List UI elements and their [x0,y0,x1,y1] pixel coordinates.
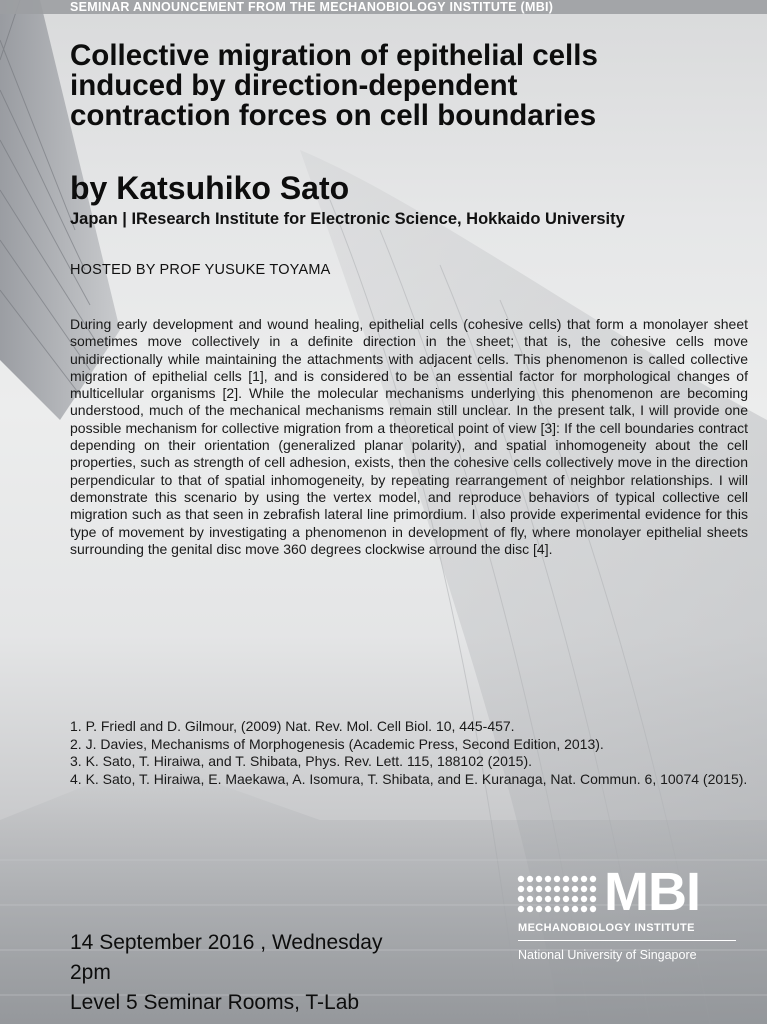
logo-subtitle: MECHANOBIOLOGY INSTITUTE [518,922,695,934]
event-date: 14 September 2016 , Wednesday [70,931,383,954]
host-line: HOSTED BY PROF YUSUKE TOYAMA [70,262,331,278]
mbi-logo [516,862,738,972]
dot-grid-icon [516,874,598,914]
reference-item: 4. K. Sato, T. Hiraiwa, E. Maekawa, A. Isomura, T. Shibata, and E. Kuranaga, Nat. Commun. 6, 10074 (2015). [70,770,748,787]
announcement-header: SEMINAR ANNOUNCEMENT FROM THE MECHANOBIOLOGY INSTITUTE (MBI) [70,0,554,14]
talk-title-line: Collective migration of epithelial cells [70,39,598,72]
talk-title [70,41,750,131]
talk-title-line: induced by direction-dependent [70,69,518,102]
reference-item: 1. P. Friedl and D. Gilmour, (2009) Nat. Rev. Mol. Cell Biol. 10, 445-457. [70,718,515,734]
event-time: 2pm [70,961,111,984]
logo-divider [518,940,736,941]
abstract-text: During early development and wound healing, epithelial cells (cohesive cells) that form a monolayer sheet sometimes move collectively in a definite direction in the sheet; that is, the cohesive cells move unidirectionally while maintaining the attachments with adjacent cells. This phenomenon is called collective migration of epithelial cells [1], and is considered to be an essential factor for morphological changes of multicellular organisms [2]. While the molecular mechanisms underlying this phenomenon are becoming understood, much of the mechanical mechanisms remain still unclear. In the present talk, I will provide one possible mechanism for collective migration from a theoretical point of view [3]: If the cell boundaries contract depending on their orientation (generalized planar polarity), and spatial inhomogeneity about the cell properties, such as strength of cell adhesion, exists, then the cohesive cells collectively move in the direction perpendicular to that of spatial inhomogeneity, by repeating rearrangement of neighbor relationships. I will demonstrate this scenario by using the vertex model, and reproduce behaviors of typical collective cell migration such as that seen in zebrafish lateral line primordium. I also provide experimental evidence for this type of movement by investigating a phenomenon in development of fly, where monolayer epithelial sheets surrounding the genital disc move 360 degrees clockwise arround the disc [4]. [70,316,748,557]
logo-university: National University of Singapore [518,948,697,962]
speaker-affiliation: Japan | IResearch Institute for Electronic Science, Hokkaido University [70,210,625,228]
reference-item: 3. K. Sato, T. Hiraiwa, and T. Shibata, Phys. Rev. Lett. 115, 188102 (2015). [70,753,533,769]
talk-title-line: contraction forces on cell boundaries [70,99,597,132]
logo-wordmark: MBI [604,862,700,922]
event-details [70,928,383,1018]
event-venue: Level 5 Seminar Rooms, T-Lab [70,991,360,1014]
speaker-name: by Katsuhiko Sato [70,170,350,206]
reference-list [70,718,748,788]
reference-item: 2. J. Davies, Mechanisms of Morphogenesis (Academic Press, Second Edition, 2013). [70,735,604,752]
